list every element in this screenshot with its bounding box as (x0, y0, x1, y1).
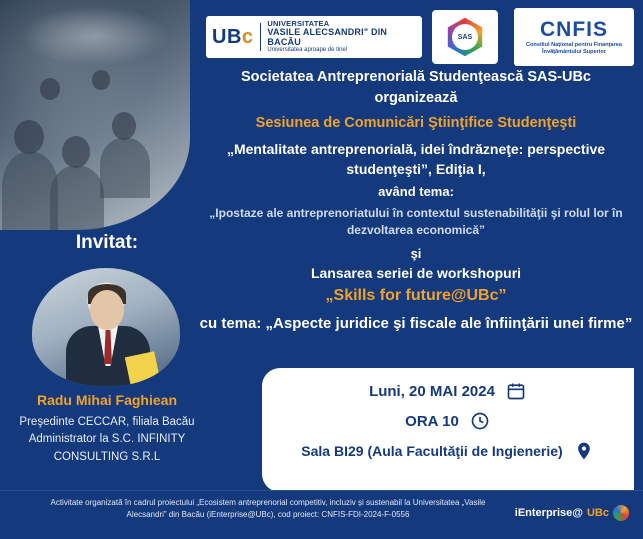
footer (0, 490, 643, 539)
calendar-icon (505, 380, 527, 402)
guest-label: Invitat: (75, 232, 139, 253)
conjunction: şi (410, 245, 422, 261)
hexagon-sas-icon (445, 17, 485, 57)
organizeaza-line: organizează (374, 89, 458, 106)
ubc-logo-line3: Universitatea aproape de tine! (267, 47, 348, 54)
ubc-logo-line1: UNIVERSITATEA (267, 19, 330, 29)
event-title: „Mentalitate antreprenorială, idei îndrăzneţe: perspective studenţeşti”, Ediţia I, (226, 141, 606, 178)
event-time: ORA 10 (405, 412, 459, 430)
logo-row (196, 8, 636, 64)
sas-logo (432, 10, 498, 64)
photo-glow (20, 6, 170, 66)
session-line: Sesiunea de Comunicări Ştiinţifice Studenţeşti (255, 114, 577, 131)
main-text-block (196, 68, 636, 334)
footer-brand (515, 505, 629, 521)
audience-head (14, 120, 44, 154)
guest-name: Radu Mihai Faghiean (36, 392, 177, 408)
ubc-logo-line2: VASILE ALECSANDRI" DIN BACĂU (267, 27, 388, 47)
workshop-theme: cu tema: „Aspecte juridice şi fiscale ale înfiinţării unei firme” (199, 314, 633, 332)
organizer-line: Societatea Antreprenorială Studenţească SAS-UBc (241, 69, 591, 85)
audience-head (92, 70, 110, 90)
footer-brand-accent: UBc (586, 507, 609, 519)
event-theme: „Ipostaze ale antreprenoriatului în contextul sustenabilităţii şi rolul lor în dezvoltarea economică” (209, 205, 623, 238)
audience-head (112, 112, 136, 140)
guest-role: Preşedinte CECCAR, filiala Bacău Administrator la S.C. INFINITY CONSULTING S.R.L (19, 416, 195, 463)
workshop-launch-line: Lansarea seriei de workshopuri (310, 264, 522, 281)
event-date-row (262, 380, 634, 402)
audience-body (50, 166, 104, 230)
audience-head (40, 78, 60, 100)
event-date: Luni, 20 MAI 2024 (369, 382, 495, 400)
location-pin-icon (573, 440, 595, 462)
event-place-row (262, 440, 634, 462)
ubc-logo-divider (260, 23, 262, 51)
cnfis-logo-subtitle: Consiliul Naţional pentru Finanţarea Învăţământului Superior (525, 41, 623, 55)
ubc-logo (206, 16, 422, 58)
clock-icon (469, 410, 491, 432)
cnfis-logo (514, 8, 634, 66)
workshop-series-name: „Skills for future@UBc” (325, 286, 507, 304)
guest-head (90, 290, 124, 330)
event-details-card (262, 368, 634, 492)
footer-brand-text: iEnterprise@ (514, 507, 583, 519)
audience-body (100, 138, 150, 198)
event-place: Sala BI29 (Aula Facultăţii de Ingienerie) (301, 442, 563, 459)
guest-label-block (14, 232, 200, 254)
ubc-logo-mark (212, 26, 254, 49)
guest-document (125, 351, 161, 386)
event-time-row (262, 410, 634, 432)
audience-photo (0, 0, 190, 230)
avand-tema-label: având tema: (378, 183, 454, 199)
ubc-logo-mark-text: UB (212, 25, 242, 48)
colored-circle-icon (613, 505, 629, 521)
cnfis-logo-title: CNFIS (540, 17, 608, 41)
audience-head (62, 136, 90, 168)
guest-photo (32, 268, 180, 386)
ubc-logo-mark-accent: c (241, 25, 254, 48)
footer-text: Activitate organizată în cadrul proiectului „Ecosistem antreprenorial competitiv, incluziv și sustenabil la Universitatea „Vasile Alecsandri” din Bacău (iEnterprise@UBc), cod proiect: CNFIS-FDI-2024-F-0556 (50, 498, 486, 519)
ubc-logo-text (267, 20, 416, 53)
